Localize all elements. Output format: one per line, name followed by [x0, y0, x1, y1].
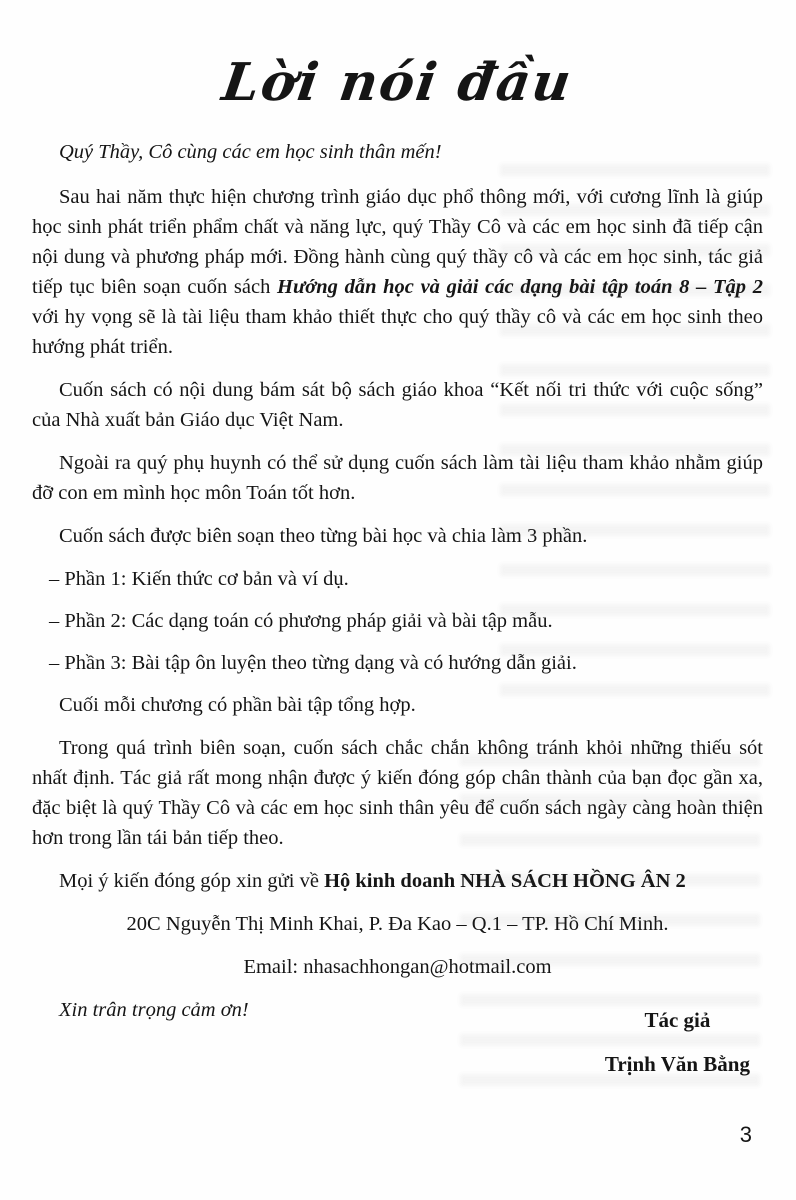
signature-name: Trịnh Văn Bằng	[604, 1052, 750, 1076]
contact-address: 20C Nguyễn Thị Minh Khai, P. Đa Kao – Q.1 – TP. Hồ Chí Minh.	[126, 913, 669, 935]
signature-role: Tác giả	[644, 1008, 711, 1032]
paragraph-structure: Cuốn sách được biên soạn theo từng bài học và chia làm 3 phần.	[59, 525, 588, 547]
contact-intro-text: Mọi ý kiến đóng góp xin gửi về	[59, 870, 325, 892]
signature-block	[605, 998, 750, 1086]
paragraph-intro-tail: với hy vọng sẽ là tài liệu tham khảo thiết thực cho quý thầy cô và các em học sinh theo hướng phát triển.	[32, 306, 763, 358]
book-title-text: Hướng dẫn học và giải các dạng bài tập toán 8 – Tập 2	[277, 276, 763, 298]
paragraph-intro	[32, 182, 763, 362]
contact-email: Email: nhasachhongan@hotmail.com	[243, 956, 552, 978]
paragraph-chapter-summary: Cuối mỗi chương có phần bài tập tổng hợp.	[59, 694, 416, 716]
greeting-line: Quý Thầy, Cô cùng các em học sinh thân mến!	[59, 141, 442, 163]
page-title: Lời nói đầu	[218, 52, 577, 113]
list-item-part-1: – Phần 1: Kiến thức cơ bản và ví dụ.	[49, 568, 349, 590]
business-name-text: Hộ kinh doanh NHÀ SÁCH HỒNG ÂN 2	[324, 870, 686, 892]
paragraph-textbook-alignment: Cuốn sách có nội dung bám sát bộ sách giáo khoa “Kết nối tri thức với cuộc sống” của Nhà xuất bản Giáo dục Việt Nam.	[32, 379, 763, 431]
paragraph-intro-text: Sau hai năm thực hiện chương trình giáo dục phổ thông mới, với cương lĩnh là giúp học sinh phát triển phẩm chất và năng lực, quý Thầy Cô và các em học sinh đã tiếp cận nội dung và phương pháp mới. Đồng hành cùng quý thầy cô và các em học sinh, tác giả tiếp tục biên soạn cuốn sách	[32, 186, 763, 298]
closing-line: Xin trân trọng cảm ơn!	[59, 999, 249, 1021]
page-number: 3	[739, 1122, 752, 1147]
list-item-part-2: – Phần 2: Các dạng toán có phương pháp giải và bài tập mẫu.	[49, 610, 553, 632]
contact-intro-line	[32, 866, 763, 896]
paragraph-parents: Ngoài ra quý phụ huynh có thể sử dụng cuốn sách làm tài liệu tham khảo nhằm giúp đỡ con em mình học môn Toán tốt hơn.	[32, 452, 763, 504]
paragraph-feedback: Trong quá trình biên soạn, cuốn sách chắc chắn không tránh khỏi những thiếu sót nhất định. Tác giả rất mong nhận được ý kiến đóng góp chân thành của bạn đọc gần xa, đặc biệt là quý Thầy Cô và các em học sinh thân yêu để cuốn sách ngày càng hoàn thiện hơn trong lần tái bản tiếp theo.	[32, 737, 763, 849]
list-item-part-3: – Phần 3: Bài tập ôn luyện theo từng dạng và có hướng dẫn giải.	[49, 652, 577, 674]
